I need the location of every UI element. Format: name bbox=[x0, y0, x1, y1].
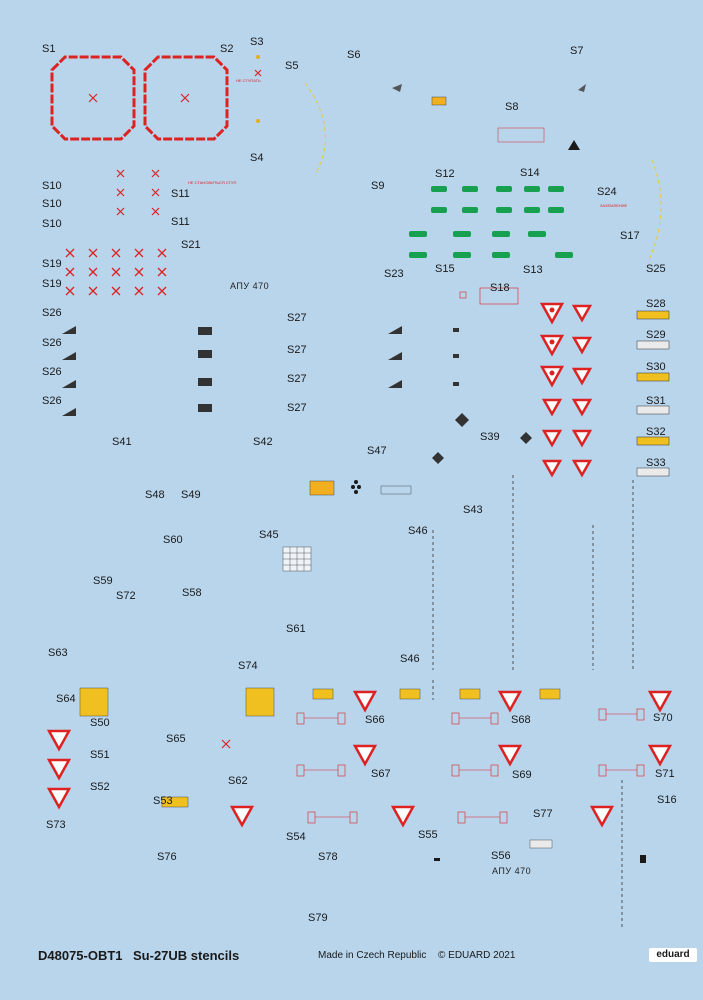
label-S74: S74 bbox=[238, 660, 258, 672]
label-S62: S62 bbox=[228, 775, 248, 787]
s4-dot bbox=[256, 119, 260, 123]
label-S39: S39 bbox=[480, 431, 500, 443]
s47-plate bbox=[310, 481, 334, 495]
label-S19b: S19 bbox=[42, 278, 62, 290]
label-S29: S29 bbox=[646, 329, 666, 341]
label-S27a: S27 bbox=[287, 312, 307, 324]
label-S56: S56 bbox=[491, 850, 511, 862]
label-S46b: S46 bbox=[400, 653, 420, 665]
label-S19a: S19 bbox=[42, 258, 62, 270]
s45-table bbox=[283, 547, 311, 571]
s24-warning-text: ЗАЗЕМЛЕНИЕ bbox=[600, 203, 628, 208]
label-S63: S63 bbox=[48, 647, 68, 659]
label-S8: S8 bbox=[505, 101, 519, 113]
label-S68: S68 bbox=[511, 714, 531, 726]
s19-cross-grid bbox=[66, 249, 166, 295]
label-S61: S61 bbox=[286, 623, 306, 635]
label-S21: S21 bbox=[181, 239, 201, 251]
label-S42: S42 bbox=[253, 436, 273, 448]
label-S16: S16 bbox=[657, 794, 677, 806]
label-S10c: S10 bbox=[42, 218, 62, 230]
label-S11a: S11 bbox=[171, 188, 190, 200]
label-S23: S23 bbox=[384, 268, 404, 280]
label-S66: S66 bbox=[365, 714, 385, 726]
sheet-code: D48075-OBT1 bbox=[38, 948, 123, 963]
label-S3: S3 bbox=[250, 36, 264, 48]
misc-crosses bbox=[222, 740, 230, 748]
label-S46a: S46 bbox=[408, 525, 428, 537]
frame-crosses bbox=[89, 70, 261, 102]
s8-text-box bbox=[498, 128, 544, 142]
label-S77: S77 bbox=[533, 808, 553, 820]
label-S5: S5 bbox=[285, 60, 299, 72]
label-S79: S79 bbox=[308, 912, 328, 924]
s47-table bbox=[381, 486, 411, 494]
label-S10a: S10 bbox=[42, 180, 62, 192]
label-S53: S53 bbox=[153, 795, 173, 807]
label-S55: S55 bbox=[418, 829, 438, 841]
label-S78: S78 bbox=[318, 851, 338, 863]
apu-mark-s56: АПУ 470 bbox=[492, 866, 532, 876]
label-S10b: S10 bbox=[42, 198, 62, 210]
label-S48: S48 bbox=[145, 489, 165, 501]
s8-plate bbox=[432, 97, 446, 105]
s8-triangle bbox=[568, 140, 580, 150]
label-S49: S49 bbox=[181, 489, 201, 501]
label-S76: S76 bbox=[157, 851, 177, 863]
label-S71: S71 bbox=[655, 768, 675, 780]
s7-mark bbox=[578, 84, 586, 92]
s17-arc bbox=[648, 160, 661, 262]
s3-warning-text: НЕ СТУПАТЬ bbox=[236, 78, 261, 83]
label-S26d: S26 bbox=[42, 395, 62, 407]
label-S27b: S27 bbox=[287, 344, 307, 356]
label-S50: S50 bbox=[90, 717, 110, 729]
label-S33: S33 bbox=[646, 457, 666, 469]
label-S65: S65 bbox=[166, 733, 186, 745]
yellow-plates bbox=[80, 688, 560, 848]
label-S26b: S26 bbox=[42, 337, 62, 349]
label-S14: S14 bbox=[520, 167, 540, 179]
s2-frame bbox=[145, 57, 227, 139]
label-S67: S67 bbox=[371, 768, 391, 780]
label-S69: S69 bbox=[512, 769, 532, 781]
label-S27c: S27 bbox=[287, 373, 307, 385]
label-S25: S25 bbox=[646, 263, 666, 275]
label-S1: S1 bbox=[42, 43, 56, 55]
label-S70: S70 bbox=[653, 712, 673, 724]
copyright: © EDUARD 2021 bbox=[438, 950, 516, 961]
label-S12: S12 bbox=[435, 168, 455, 180]
label-S6: S6 bbox=[347, 49, 361, 61]
made-in: Made in Czech Republic bbox=[318, 950, 427, 961]
label-S60: S60 bbox=[163, 534, 183, 546]
label-S58: S58 bbox=[182, 587, 202, 599]
label-S51: S51 bbox=[90, 749, 110, 761]
label-S54: S54 bbox=[286, 831, 306, 843]
sheet-subject: Su-27UB stencils bbox=[133, 948, 240, 963]
label-S52: S52 bbox=[90, 781, 110, 793]
label-S47: S47 bbox=[367, 445, 387, 457]
label-S73: S73 bbox=[46, 819, 66, 831]
s6-mark bbox=[392, 84, 402, 92]
label-S26c: S26 bbox=[42, 366, 62, 378]
label-S31: S31 bbox=[646, 395, 666, 407]
label-S32: S32 bbox=[646, 426, 666, 438]
s11-warning-text: НЕ СТАНОВИТЬСЯ СТУП bbox=[188, 180, 237, 185]
green-strips bbox=[409, 186, 573, 258]
s47-dots bbox=[351, 480, 361, 494]
label-S2: S2 bbox=[220, 43, 234, 55]
label-S45: S45 bbox=[259, 529, 279, 541]
label-S15: S15 bbox=[435, 263, 455, 275]
label-S41: S41 bbox=[112, 436, 132, 448]
label-S72: S72 bbox=[116, 590, 136, 602]
label-S18: S18 bbox=[490, 282, 510, 294]
label-S7: S7 bbox=[570, 45, 584, 57]
label-S27d: S27 bbox=[287, 402, 307, 414]
label-S28: S28 bbox=[646, 298, 666, 310]
s3-dot bbox=[256, 55, 260, 59]
label-S64: S64 bbox=[56, 693, 76, 705]
bottom-marks bbox=[434, 855, 646, 863]
label-S11b: S11 bbox=[171, 216, 190, 228]
label-S43: S43 bbox=[463, 504, 483, 516]
apu-mark-s21: АПУ 470 bbox=[230, 281, 270, 291]
eduard-logo: eduard bbox=[649, 948, 697, 962]
s10-crosses bbox=[117, 170, 159, 215]
s43-dashed-lines bbox=[433, 475, 633, 930]
label-S26a: S26 bbox=[42, 307, 62, 319]
label-S4: S4 bbox=[250, 152, 264, 164]
label-S59: S59 bbox=[93, 575, 113, 587]
label-S9: S9 bbox=[371, 180, 385, 192]
red-emblems bbox=[49, 304, 670, 825]
label-S17: S17 bbox=[620, 230, 640, 242]
label-S24: S24 bbox=[597, 186, 617, 198]
label-S30: S30 bbox=[646, 361, 666, 373]
label-S13: S13 bbox=[523, 264, 543, 276]
s5-arc bbox=[305, 83, 325, 175]
